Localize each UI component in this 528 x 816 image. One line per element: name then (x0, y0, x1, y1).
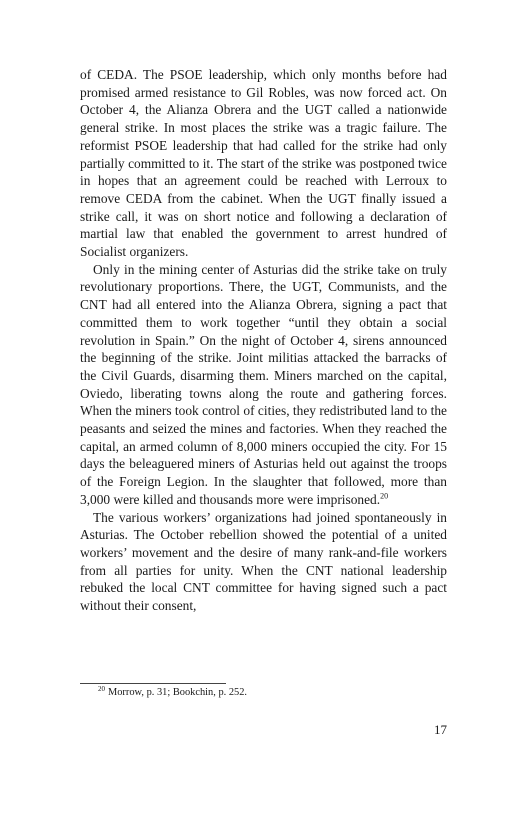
footnote-number: 20 (98, 684, 105, 693)
paragraph-1-text: of CEDA. The PSOE leadership, which only months before had promised armed resistance to Gil Robles, was now forced act. On October 4, the Alianza Obrera and the UGT called a nationwide general strike. In most places the strike was a tragic failure. The reformist PSOE leadership that had called for the strike had only partially committed to it. The start of the strike was postponed twice in hopes that an agreement could be reached with Lerroux to remove CEDA from the cabinet. When the UGT finally issued a strike call, it was on short notice and following a declaration of martial law that enabled the government to arrest hundred of Socialist organizers. (80, 67, 447, 260)
paragraph-2 (80, 261, 447, 509)
footnote (98, 686, 447, 699)
paragraph-1 (80, 66, 447, 261)
page-number: 17 (434, 722, 447, 737)
footnote-divider (80, 683, 226, 684)
footnote-text: Morrow, p. 31; Bookchin, p. 252. (108, 687, 248, 698)
footnote-reference[interactable]: 20 (380, 491, 389, 501)
paragraph-3 (80, 509, 447, 615)
paragraph-2-text: Only in the mining center of Asturias did the strike take on truly revolutionary proportions. There, the UGT, Communists, and the CNT had all entered into the Alianza Obrera, signing a pact that committed them to work together “until they obtain a social revolution in Spain.” On the night of October 4, sirens announced the beginning of the strike. Joint militias attacked the barracks of the Civil Guards, disarming them. Miners marched on the capital, Oviedo, liberating towns along the route and gathering forces. When the miners took control of cities, they redistributed land to the peasants and seized the mines and factories. When they reached the capital, an armed column of 8,000 miners occupied the city. For 15 days the beleaguered miners of Asturias held out against the troops of the Foreign Legion. In the slaughter that followed, more than 3,000 were killed and thousands more were imprisoned. (80, 261, 447, 507)
body-text (80, 66, 447, 615)
paragraph-3-text: The various workers’ organizations had joined spontaneously in Asturias. The October rebellion showed the potential of a united workers’ movement and the desire of many rank-and-file workers from all parties for unity. When the CNT national leadership rebuked the local CNT committee for having signed such a pact without their consent, (80, 509, 447, 614)
